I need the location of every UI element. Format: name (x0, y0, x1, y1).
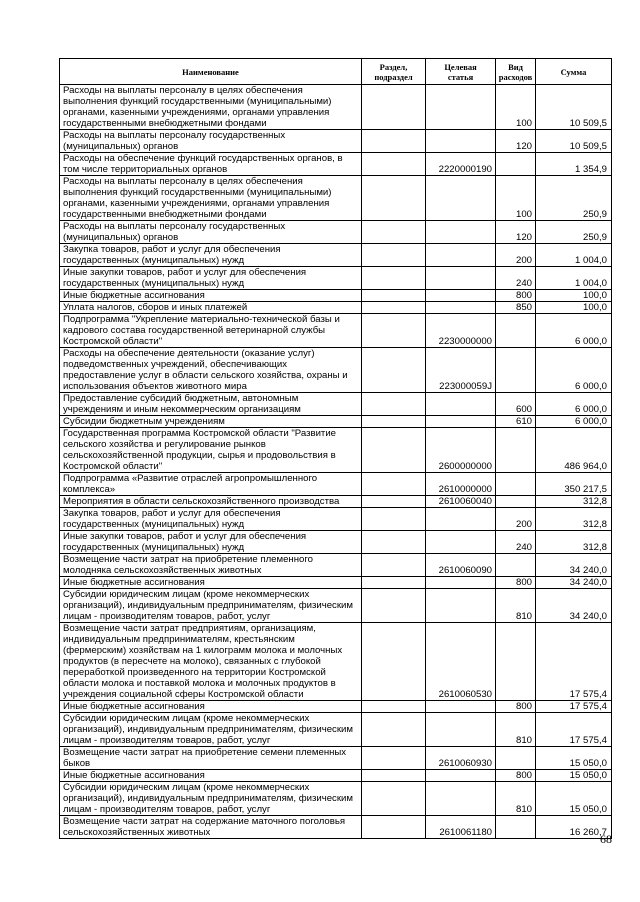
table-row (60, 473, 612, 496)
cell-target: 2600000000 (426, 428, 496, 473)
cell-section (362, 221, 426, 244)
cell-sum: 34 240,0 (536, 554, 612, 577)
cell-sum: 312,8 (536, 508, 612, 531)
cell-type: 100 (496, 85, 536, 130)
cell-type (496, 314, 536, 348)
cell-section (362, 348, 426, 393)
table-row (60, 782, 612, 816)
cell-target: 2610061180 (426, 816, 496, 839)
table-row (60, 508, 612, 531)
table-header-row (60, 59, 612, 85)
table-row (60, 130, 612, 153)
cell-sum: 17 575,4 (536, 701, 612, 713)
cell-name: Иные бюджетные ассигнования (60, 701, 362, 713)
header-sum: Сумма (536, 59, 612, 85)
cell-name: Возмещение части затрат на приобретение семени племенных быков (60, 747, 362, 770)
cell-section (362, 770, 426, 782)
cell-name: Возмещение части затрат предприятиям, организациям, индивидуальным предпринимателям, крестьянским (фермерским) хозяйствам на 1 килограмм молока и молочных продуктов (в пересчете на молоко), связанных с глубокой переработкой произведенного на территории Костромской области молока и поставкой молока и молочных продуктов в учреждения социальной сферы Костромской области (60, 623, 362, 701)
table-row (60, 244, 612, 267)
cell-type: 800 (496, 577, 536, 589)
table-row (60, 176, 612, 221)
cell-name: Подпрограмма «Развитие отраслей агропромышленного комплекса» (60, 473, 362, 496)
cell-target (426, 713, 496, 747)
cell-target (426, 770, 496, 782)
cell-section (362, 701, 426, 713)
cell-type (496, 348, 536, 393)
cell-target: 2610060090 (426, 554, 496, 577)
table-row (60, 623, 612, 701)
cell-section (362, 130, 426, 153)
cell-name: Расходы на выплаты персоналу в целях обеспечения выполнения функций государственными (муниципальными) органами, казенными учреждениями, органами управления государственными внебюджетными фондами (60, 176, 362, 221)
table-row (60, 816, 612, 839)
cell-section (362, 816, 426, 839)
cell-type: 120 (496, 130, 536, 153)
table-row (60, 428, 612, 473)
cell-sum: 6 000,0 (536, 314, 612, 348)
cell-name: Иные закупки товаров, работ и услуг для обеспечения государственных (муниципальных) нужд (60, 531, 362, 554)
cell-name: Иные бюджетные ассигнования (60, 770, 362, 782)
cell-name: Расходы на выплаты персоналу государственных (муниципальных) органов (60, 221, 362, 244)
cell-section (362, 244, 426, 267)
cell-sum: 1 354,9 (536, 153, 612, 176)
cell-sum: 16 260,7 (536, 816, 612, 839)
cell-section (362, 290, 426, 302)
header-type: Вид расходов (496, 59, 536, 85)
cell-type: 800 (496, 290, 536, 302)
table-row (60, 531, 612, 554)
cell-section (362, 496, 426, 508)
cell-target (426, 267, 496, 290)
cell-type: 120 (496, 221, 536, 244)
cell-section (362, 577, 426, 589)
table-row (60, 577, 612, 589)
cell-target (426, 701, 496, 713)
cell-section (362, 473, 426, 496)
table-row (60, 589, 612, 623)
cell-target (426, 531, 496, 554)
header-target: Целевая статья (426, 59, 496, 85)
cell-section (362, 416, 426, 428)
cell-type: 800 (496, 770, 536, 782)
cell-target: 2220000190 (426, 153, 496, 176)
cell-name: Субсидии юридическим лицам (кроме некоммерческих организаций), индивидуальным предпринимателям, физическим лицам - производителям товаров, работ, услуг (60, 713, 362, 747)
cell-name: Субсидии юридическим лицам (кроме некоммерческих организаций), индивидуальным предпринимателям, физическим лицам - производителям товаров, работ, услуг (60, 589, 362, 623)
cell-target (426, 393, 496, 416)
cell-type (496, 747, 536, 770)
cell-sum: 1 004,0 (536, 244, 612, 267)
cell-sum: 312,8 (536, 531, 612, 554)
table-row (60, 302, 612, 314)
cell-name: Расходы на обеспечение функций государственных органов, в том числе территориальных органов (60, 153, 362, 176)
header-name: Наименование (60, 59, 362, 85)
cell-sum: 350 217,5 (536, 473, 612, 496)
cell-sum: 6 000,0 (536, 416, 612, 428)
cell-target (426, 416, 496, 428)
cell-type: 850 (496, 302, 536, 314)
cell-sum: 250,9 (536, 221, 612, 244)
cell-name: Мероприятия в области сельскохозяйственного производства (60, 496, 362, 508)
cell-section (362, 302, 426, 314)
cell-section (362, 554, 426, 577)
cell-name: Государственная программа Костромской области "Развитие сельского хозяйства и регулирование рынков сельскохозяйственной продукции, сырья и продовольствия в Костромской области" (60, 428, 362, 473)
cell-name: Расходы на обеспечение деятельности (оказание услуг) подведомственных учреждений, обеспечивающих предоставление услуг в области сельского хозяйства, охраны и использования объектов животного мира (60, 348, 362, 393)
cell-sum: 10 509,5 (536, 85, 612, 130)
cell-sum: 312,8 (536, 496, 612, 508)
cell-name: Субсидии бюджетным учреждениям (60, 416, 362, 428)
table-row (60, 153, 612, 176)
cell-name: Возмещение части затрат на приобретение племенного молодняка сельскохозяйственных животных (60, 554, 362, 577)
cell-target: 2610000000 (426, 473, 496, 496)
cell-section (362, 747, 426, 770)
cell-type (496, 623, 536, 701)
cell-name: Предоставление субсидий бюджетным, автономным учреждениям и иным некоммерческим организациям (60, 393, 362, 416)
cell-sum: 17 575,4 (536, 623, 612, 701)
cell-section (362, 85, 426, 130)
cell-target: 2610060930 (426, 747, 496, 770)
cell-section (362, 393, 426, 416)
cell-section (362, 428, 426, 473)
cell-name: Расходы на выплаты персоналу государственных (муниципальных) органов (60, 130, 362, 153)
cell-sum: 6 000,0 (536, 393, 612, 416)
cell-name: Иные бюджетные ассигнования (60, 577, 362, 589)
cell-name: Возмещение части затрат на содержание маточного поголовья сельскохозяйственных животных (60, 816, 362, 839)
cell-type: 240 (496, 267, 536, 290)
cell-sum: 34 240,0 (536, 577, 612, 589)
cell-name: Субсидии юридическим лицам (кроме некоммерческих организаций), индивидуальным предпринимателям, физическим лицам - производителям товаров, работ, услуг (60, 782, 362, 816)
table-row (60, 85, 612, 130)
cell-target (426, 782, 496, 816)
cell-type: 810 (496, 782, 536, 816)
cell-section (362, 153, 426, 176)
table-row (60, 221, 612, 244)
cell-type: 240 (496, 531, 536, 554)
cell-name: Расходы на выплаты персоналу в целях обеспечения выполнения функций государственными (муниципальными) органами, казенными учреждениями, органами управления государственными внебюджетными фондами (60, 85, 362, 130)
cell-target (426, 290, 496, 302)
page-number: 68 (600, 832, 612, 846)
cell-name: Иные бюджетные ассигнования (60, 290, 362, 302)
cell-target (426, 176, 496, 221)
cell-section (362, 623, 426, 701)
table-row (60, 348, 612, 393)
cell-section (362, 176, 426, 221)
cell-sum: 6 000,0 (536, 348, 612, 393)
cell-sum: 486 964,0 (536, 428, 612, 473)
cell-sum: 15 050,0 (536, 782, 612, 816)
cell-type: 810 (496, 713, 536, 747)
cell-type: 200 (496, 508, 536, 531)
cell-sum: 100,0 (536, 302, 612, 314)
table-row (60, 314, 612, 348)
cell-type: 800 (496, 701, 536, 713)
table-row (60, 554, 612, 577)
header-section: Раздел, подраздел (362, 59, 426, 85)
cell-target (426, 221, 496, 244)
cell-section (362, 782, 426, 816)
cell-target (426, 577, 496, 589)
table-row (60, 770, 612, 782)
cell-target: 223000059J (426, 348, 496, 393)
table-row (60, 416, 612, 428)
cell-type (496, 473, 536, 496)
cell-target (426, 244, 496, 267)
cell-target: 2230000000 (426, 314, 496, 348)
cell-name: Подпрограмма "Укрепление материально-технической базы и кадрового состава государственной ветеринарной службы Костромской области" (60, 314, 362, 348)
cell-name: Закупка товаров, работ и услуг для обеспечения государственных (муниципальных) нужд (60, 244, 362, 267)
table-row (60, 290, 612, 302)
cell-type (496, 496, 536, 508)
cell-type (496, 816, 536, 839)
cell-name: Уплата налогов, сборов и иных платежей (60, 302, 362, 314)
cell-type: 200 (496, 244, 536, 267)
cell-sum: 34 240,0 (536, 589, 612, 623)
cell-sum: 15 050,0 (536, 770, 612, 782)
cell-sum: 100,0 (536, 290, 612, 302)
cell-target (426, 85, 496, 130)
cell-sum: 1 004,0 (536, 267, 612, 290)
budget-table (59, 58, 612, 839)
table-row (60, 496, 612, 508)
cell-section (362, 267, 426, 290)
cell-target: 2610060530 (426, 623, 496, 701)
cell-target: 2610060040 (426, 496, 496, 508)
cell-type (496, 554, 536, 577)
cell-type: 100 (496, 176, 536, 221)
table-row (60, 747, 612, 770)
cell-sum: 250,9 (536, 176, 612, 221)
cell-section (362, 589, 426, 623)
cell-section (362, 713, 426, 747)
table-row (60, 713, 612, 747)
cell-name: Иные закупки товаров, работ и услуг для обеспечения государственных (муниципальных) нужд (60, 267, 362, 290)
table-row (60, 393, 612, 416)
cell-target (426, 302, 496, 314)
cell-target (426, 508, 496, 531)
cell-sum: 15 050,0 (536, 747, 612, 770)
cell-type (496, 153, 536, 176)
cell-section (362, 508, 426, 531)
cell-section (362, 314, 426, 348)
cell-sum: 17 575,4 (536, 713, 612, 747)
cell-type: 610 (496, 416, 536, 428)
table-row (60, 701, 612, 713)
cell-type (496, 428, 536, 473)
cell-section (362, 531, 426, 554)
cell-type: 600 (496, 393, 536, 416)
cell-sum: 10 509,5 (536, 130, 612, 153)
cell-target (426, 130, 496, 153)
table-row (60, 267, 612, 290)
cell-target (426, 589, 496, 623)
cell-name: Закупка товаров, работ и услуг для обеспечения государственных (муниципальных) нужд (60, 508, 362, 531)
cell-type: 810 (496, 589, 536, 623)
